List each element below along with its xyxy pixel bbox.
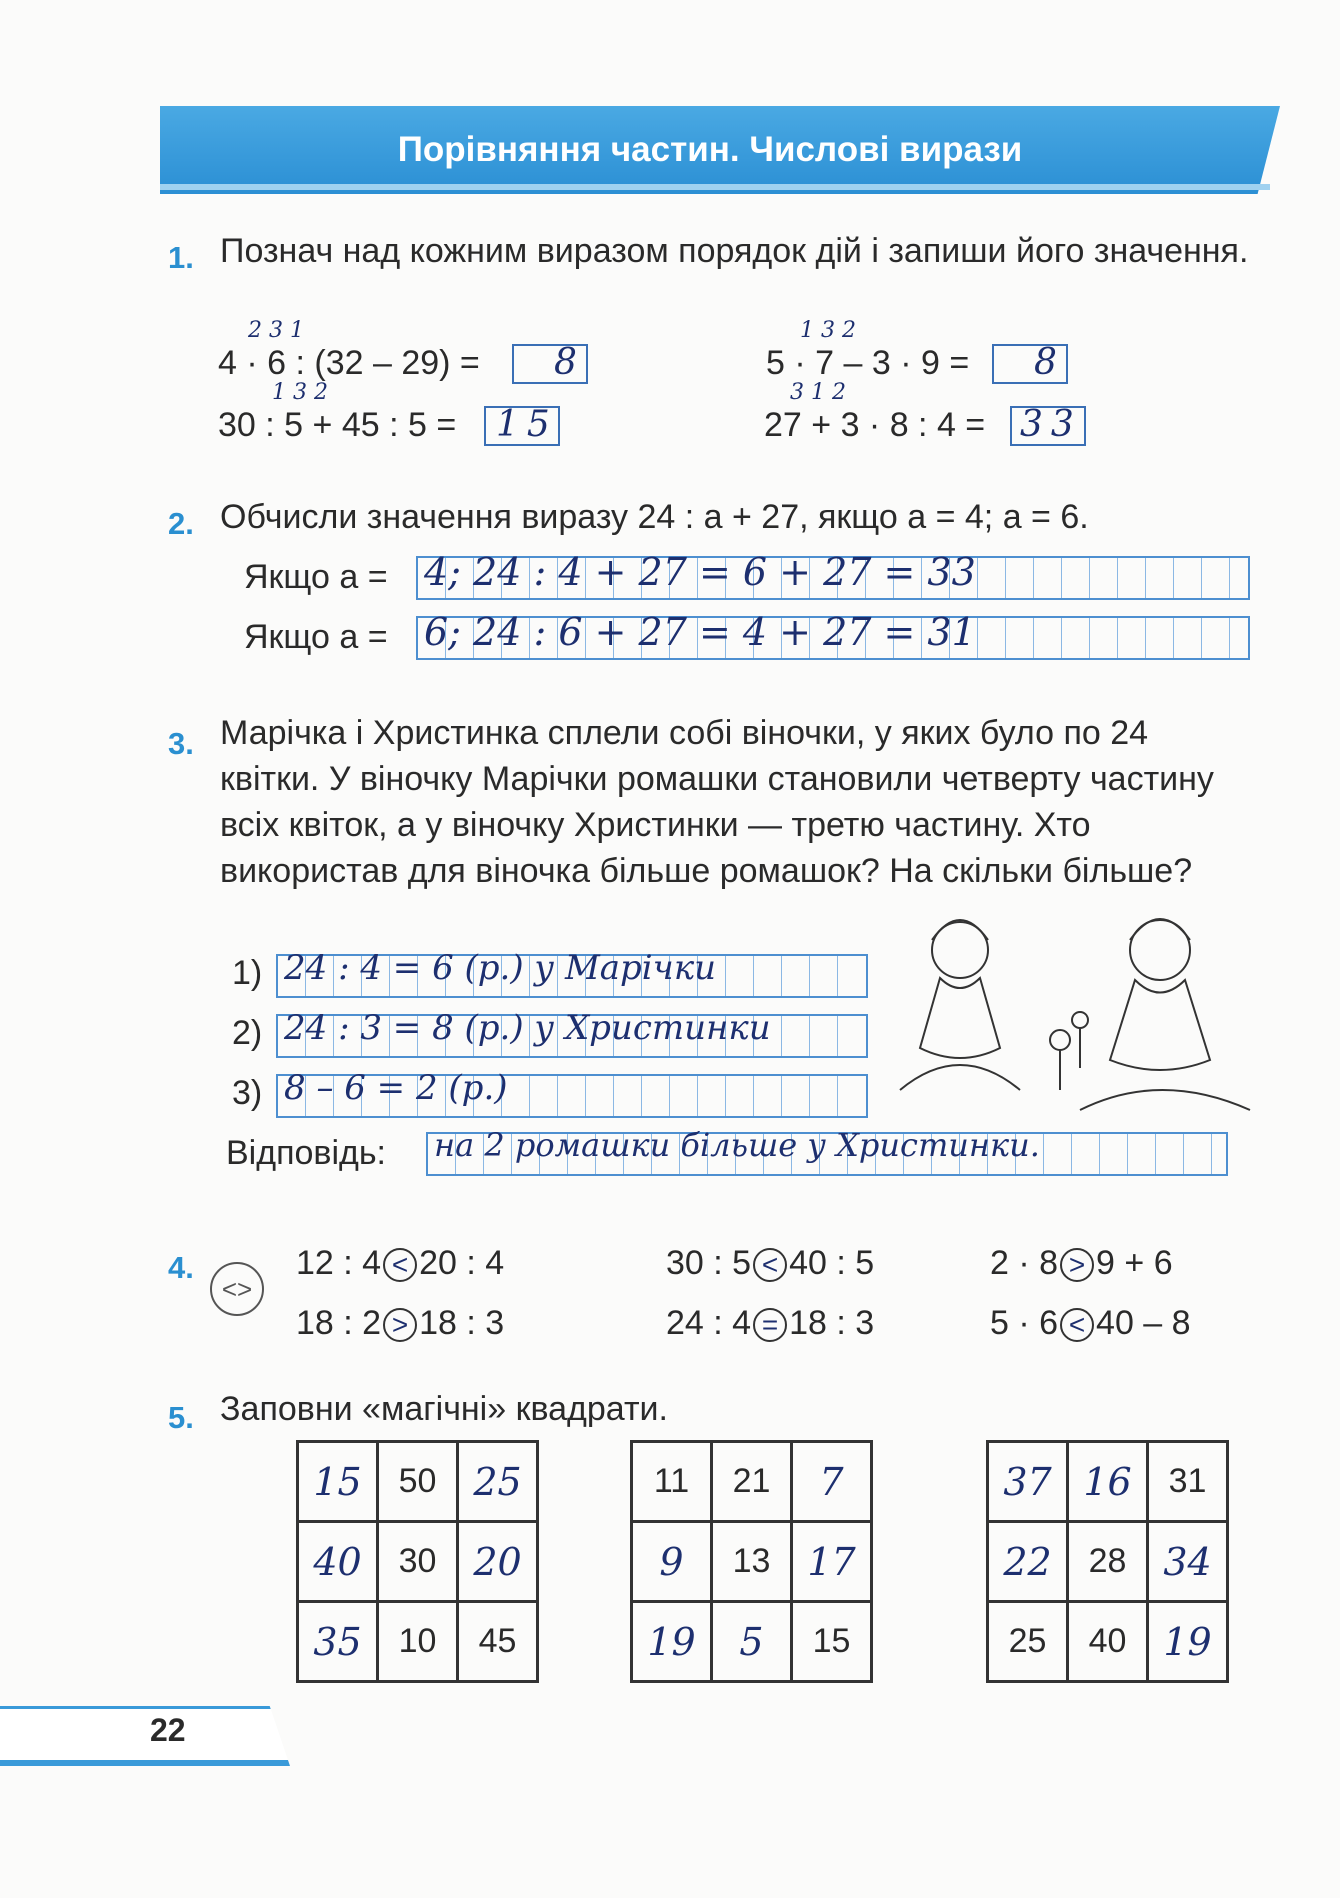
task1-answer4: 33 — [1020, 404, 1082, 445]
task1-order2: 1 3 2 — [800, 318, 856, 343]
ms3-cell[interactable]: 16 — [1068, 1442, 1148, 1522]
task4-r1c3-left: 2 · 8 — [990, 1244, 1059, 1282]
task4-r2c2-sign[interactable]: = — [753, 1308, 787, 1342]
ms2-cell: 11 — [632, 1442, 712, 1522]
task4-r2c1-left: 18 : 2 — [296, 1304, 382, 1342]
task2-number: 2. — [168, 506, 194, 541]
ms1-cell: 50 — [378, 1442, 458, 1522]
task4-r1c2-sign[interactable]: < — [753, 1248, 787, 1282]
task2-label1: Якщо a = — [244, 558, 388, 596]
task4-r1c1-left: 12 : 4 — [296, 1244, 382, 1282]
ms3-cell[interactable]: 37 — [988, 1442, 1068, 1522]
task4-r2c1-sign[interactable]: > — [383, 1308, 417, 1342]
task5-text: Заповни «магічні» квадрати. — [220, 1390, 668, 1428]
ms2-cell: 13 — [712, 1522, 792, 1602]
task1-order4: 3 1 2 — [790, 380, 846, 405]
ms2-cell[interactable]: 17 — [792, 1522, 872, 1602]
task4-r2c2-right: 18 : 3 — [789, 1304, 875, 1342]
task4-row1-col3 — [990, 1240, 1173, 1286]
task1-order1: 2 3 1 — [248, 318, 304, 343]
task1-answer2: 8 — [1034, 342, 1057, 383]
task1-answer1: 8 — [554, 342, 577, 383]
page-number-bar — [0, 1706, 290, 1766]
ms3-cell: 25 — [988, 1602, 1068, 1682]
task4-r1c3-sign[interactable]: > — [1060, 1248, 1094, 1282]
task3-answer: на 2 ромашки більше у Христинки. — [434, 1126, 1040, 1164]
ms3-cell[interactable]: 19 — [1148, 1602, 1228, 1682]
task4-r2c3-sign[interactable]: < — [1060, 1308, 1094, 1342]
task1-answer2-box[interactable] — [992, 344, 1068, 384]
ms2-cell: 21 — [712, 1442, 792, 1522]
task2-answer2: 6; 24 : 6 + 27 = 4 + 27 = 31 — [424, 610, 976, 654]
task1-answer3: 15 — [496, 404, 558, 445]
task1-answer4-box[interactable] — [1010, 406, 1086, 446]
task3-label3: 3) — [232, 1074, 263, 1112]
ms3-cell[interactable]: 34 — [1148, 1522, 1228, 1602]
task3-solution3: 8 – 6 = 2 (р.) — [284, 1068, 508, 1108]
task3-solution1: 24 : 4 = 6 (р.) у Марічки — [284, 948, 717, 988]
task1-answer3-box[interactable] — [484, 406, 560, 446]
task3-grid2[interactable] — [276, 1008, 868, 1058]
compare-icon: <> — [210, 1262, 264, 1316]
task4-r1c1-right: 20 : 4 — [419, 1244, 505, 1282]
task1-expr1: 4 · 6 : (32 – 29) = — [218, 344, 480, 382]
page-title: Порівняння частин. Числові вирази — [397, 130, 1023, 169]
ms2-cell[interactable]: 9 — [632, 1522, 712, 1602]
magic-square-3 — [986, 1440, 1229, 1683]
girls-illustration — [880, 900, 1260, 1130]
ms1-cell[interactable]: 15 — [298, 1442, 378, 1522]
ms3-cell: 31 — [1148, 1442, 1228, 1522]
task1-expr4: 27 + 3 · 8 : 4 = — [764, 406, 986, 444]
task3-label1: 1) — [232, 954, 263, 992]
task2-grid1[interactable] — [416, 550, 1250, 600]
ms1-cell[interactable]: 25 — [458, 1442, 538, 1522]
task4-number: 4. — [168, 1250, 194, 1285]
task4-row2-col2 — [666, 1300, 874, 1346]
task3-answer-grid[interactable] — [426, 1126, 1228, 1176]
task3-solution2: 24 : 3 = 8 (р.) у Христинки — [284, 1008, 771, 1048]
task1-expr2: 5 · 7 – 3 · 9 = — [766, 344, 970, 382]
task3-label2: 2) — [232, 1014, 263, 1052]
ms2-cell[interactable]: 5 — [712, 1602, 792, 1682]
ms1-cell: 30 — [378, 1522, 458, 1602]
magic-square-2 — [630, 1440, 873, 1683]
task1-text: Познач над кожним виразом порядок дій і запиши його значення. — [220, 232, 1249, 270]
task3-grid3[interactable] — [276, 1068, 868, 1118]
task3-number: 3. — [168, 726, 194, 761]
task4-row2-col1 — [296, 1300, 504, 1346]
task4-r1c2-left: 30 : 5 — [666, 1244, 752, 1282]
task4-r2c2-left: 24 : 4 — [666, 1304, 752, 1342]
task4-row2-col3 — [990, 1300, 1191, 1346]
task1-expr3: 30 : 5 + 45 : 5 = — [218, 406, 457, 444]
task3-text: Марічка і Христинка сплели собі віночки, у яких було по 24 квітки. У віночку Марічки ромашки становили четверту частину всіх квіток, а у віночку Христинки — третю частину. Хто використав для віночка більше ромашок? На скільки більше? — [220, 714, 1214, 890]
task2-text: Обчисли значення виразу 24 : a + 27, якщо a = 4; a = 6. — [220, 498, 1089, 536]
magic-square-1 — [296, 1440, 539, 1683]
task4-r1c2-right: 40 : 5 — [789, 1244, 875, 1282]
task3-grid1[interactable] — [276, 948, 868, 998]
task2-label2: Якщо a = — [244, 618, 388, 656]
ms1-cell[interactable]: 40 — [298, 1522, 378, 1602]
ms3-cell[interactable]: 22 — [988, 1522, 1068, 1602]
ms1-cell[interactable]: 20 — [458, 1522, 538, 1602]
task1-number: 1. — [168, 240, 194, 275]
ms1-cell[interactable]: 35 — [298, 1602, 378, 1682]
task1-order3: 1 3 2 — [272, 380, 328, 405]
ms1-cell: 10 — [378, 1602, 458, 1682]
ms1-cell: 45 — [458, 1602, 538, 1682]
ms2-cell: 15 — [792, 1602, 872, 1682]
task4-r1c1-sign[interactable]: < — [383, 1248, 417, 1282]
task3-answer-label: Відповідь: — [226, 1134, 387, 1172]
ms2-cell[interactable]: 7 — [792, 1442, 872, 1522]
page-number: 22 — [150, 1712, 186, 1748]
task4-row1-col2 — [666, 1240, 874, 1286]
task4-r2c3-right: 40 – 8 — [1096, 1304, 1191, 1342]
task4-r2c3-left: 5 · 6 — [990, 1304, 1059, 1342]
ms3-cell: 28 — [1068, 1522, 1148, 1602]
task1-answer1-box[interactable] — [512, 344, 588, 384]
task4-row1-col1 — [296, 1240, 504, 1286]
task5-number: 5. — [168, 1400, 194, 1435]
ms2-cell[interactable]: 19 — [632, 1602, 712, 1682]
task4-r2c1-right: 18 : 3 — [419, 1304, 505, 1342]
task2-answer1: 4; 24 : 4 + 27 = 6 + 27 = 33 — [424, 550, 976, 594]
task2-grid2[interactable] — [416, 610, 1250, 660]
task4-r1c3-right: 9 + 6 — [1096, 1244, 1173, 1282]
ms3-cell: 40 — [1068, 1602, 1148, 1682]
